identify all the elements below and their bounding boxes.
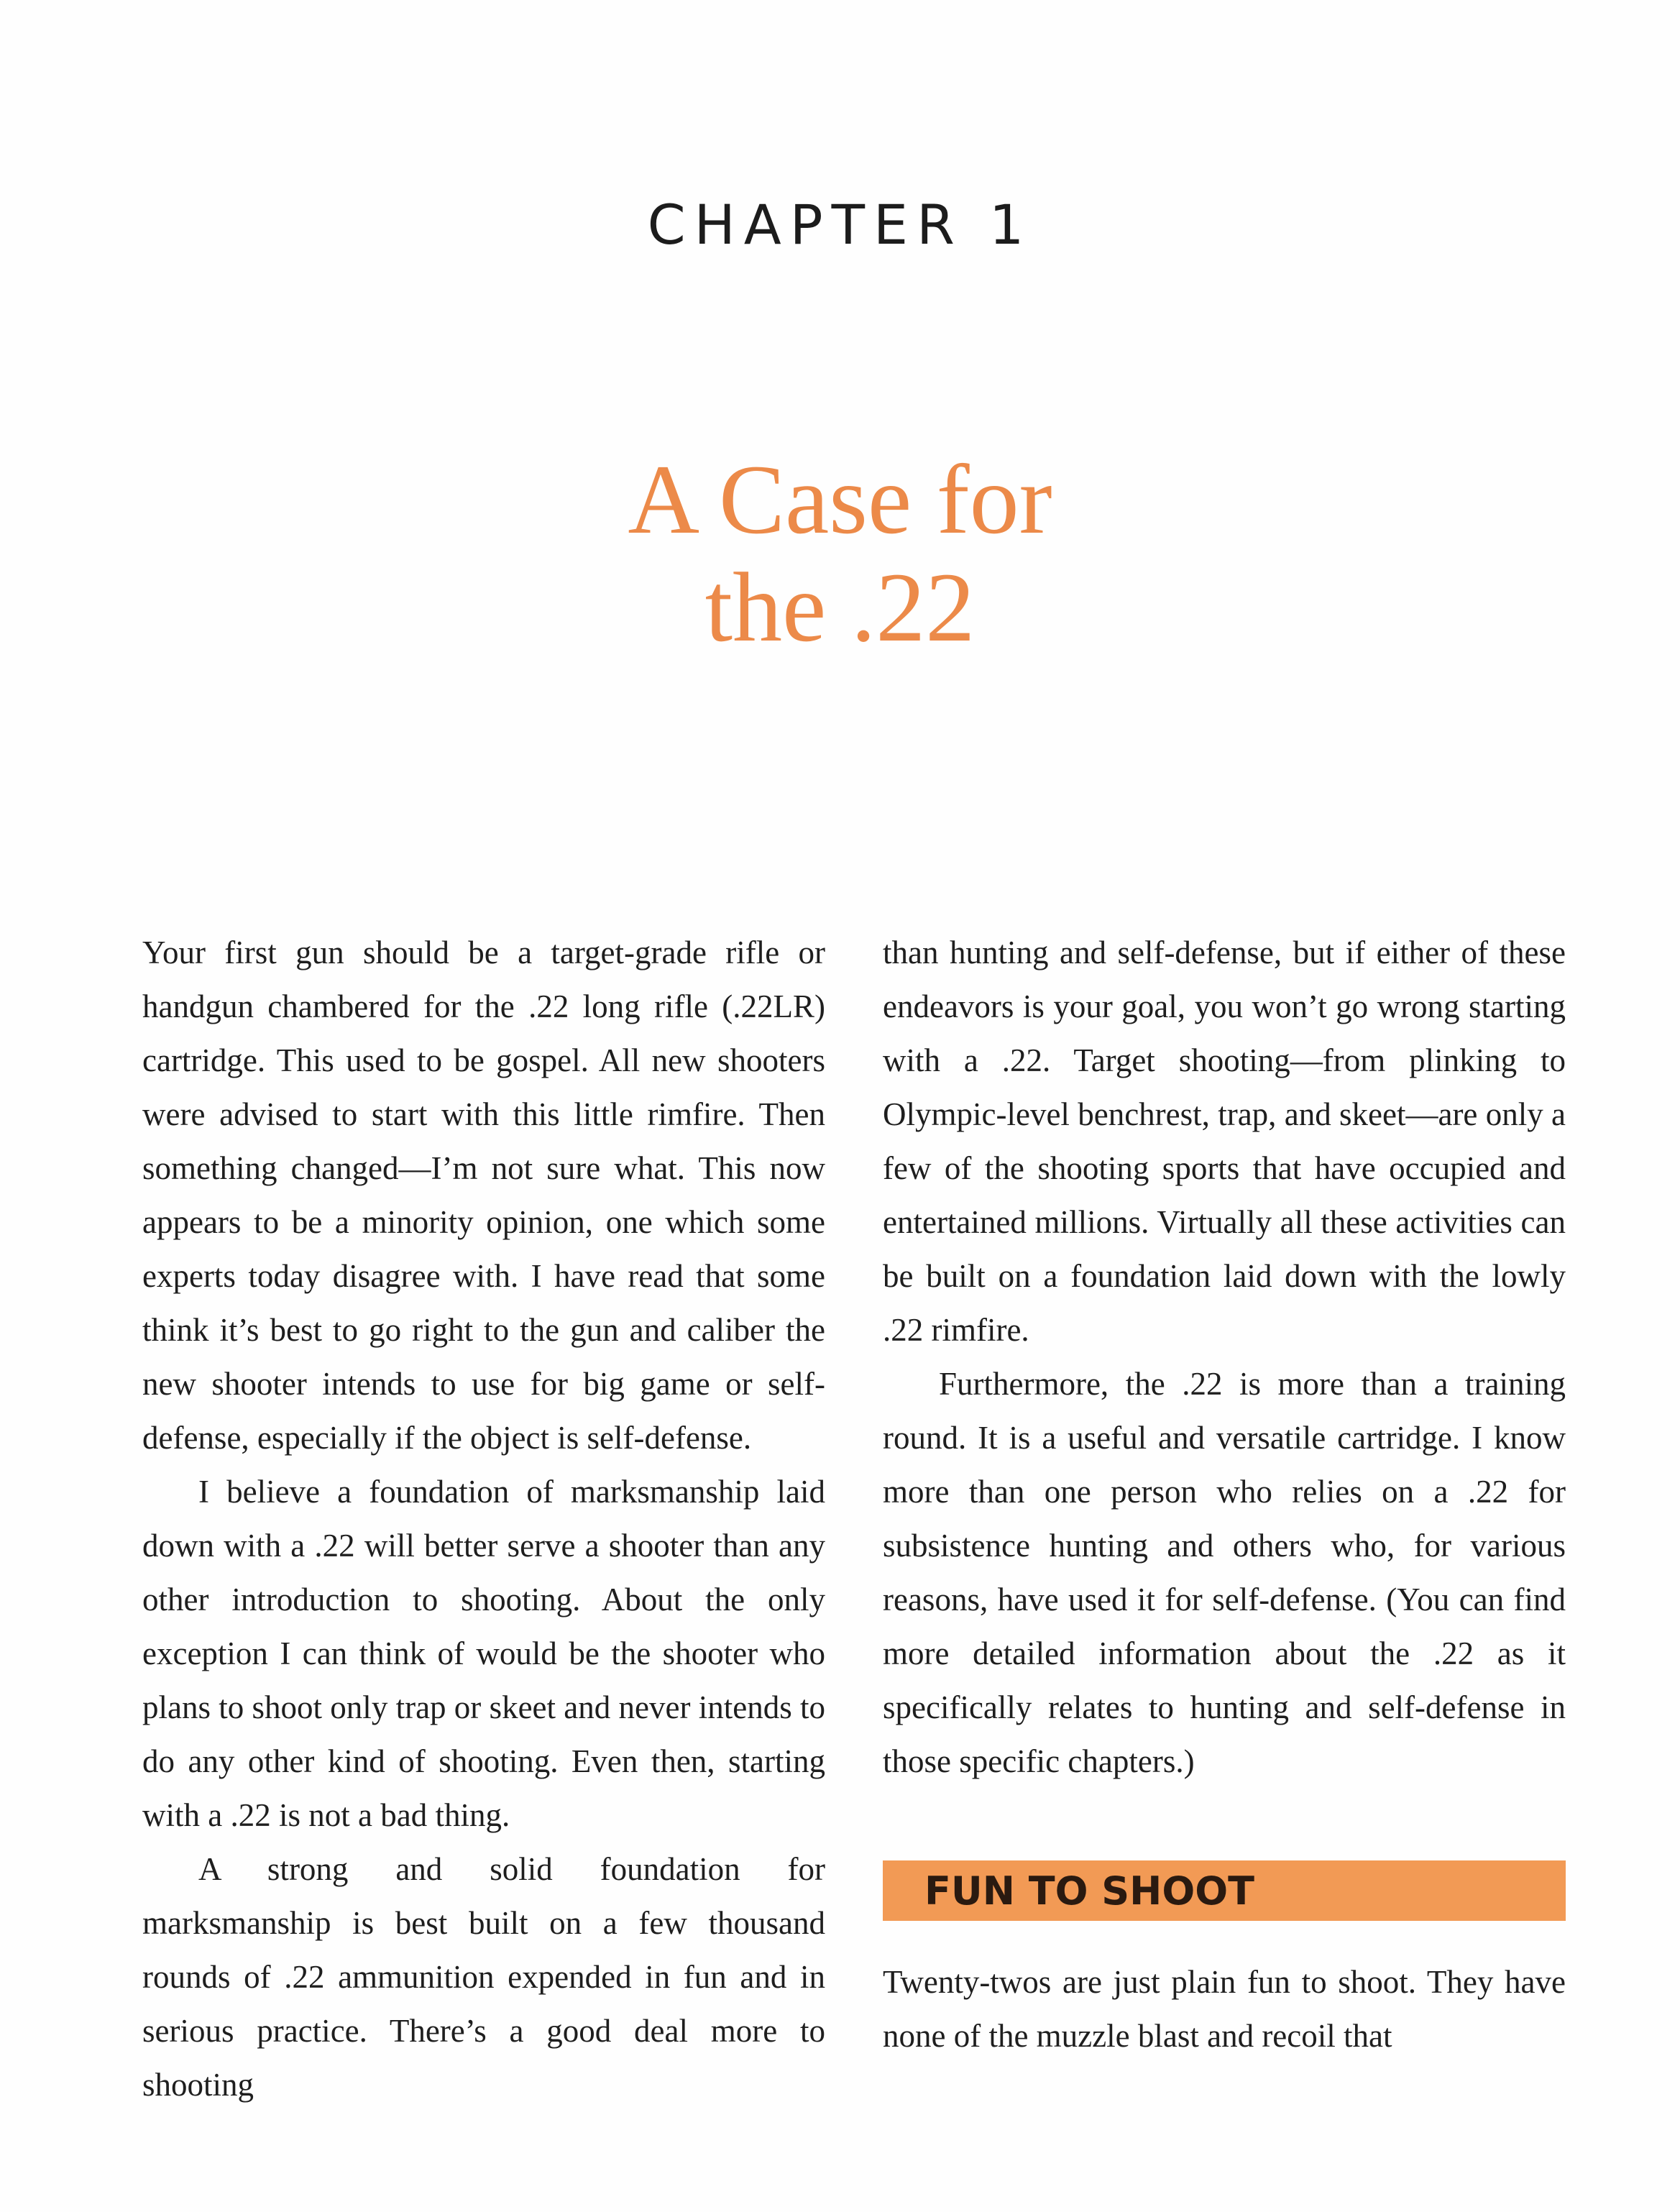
right-column [883,926,1566,2063]
section-heading: FUN TO SHOOT [924,1868,1254,1914]
paragraph: Twenty-twos are just plain fun to shoot. They have none of the muzzle blast and recoil that [883,1964,1566,2054]
paragraph: Your first gun should be a target-grade rifle or handgun chambered for the .22 long rifle (.22LR) cartridge. This used to be gospel. All new shooters were advised to start with this little rimfire. Then something changed—I’m not sure what. This now appears to be a minority opinion, one which some experts today disagree with. I have read that some think it’s best to go right to the gun and caliber the new shooter intends to use for big game or self-defense, especially if the object is self-defense. [142,935,825,1456]
chapter-title [0,446,1680,661]
paragraph: I believe a foundation of marksmanship laid down with a .22 will better serve a shooter than any other introduction to shooting. About the only exception I can think of would be the shooter who plans to shoot only trap or skeet and never intends to do any other kind of shooting. Even then, starting with a .22 is not a bad thing. [142,1474,825,1833]
left-column [142,926,825,2112]
section-heading-bar [883,1860,1566,1921]
chapter-label: CHAPTER 1 [647,193,1033,257]
paragraph: A strong and solid foundation for marksmanship is best built on a few thousand rounds of .22 ammunition expended in fun and in serious practice. There’s a good deal more to shooting [142,1851,825,2103]
chapter-title-line-2: the .22 [704,552,976,662]
chapter-title-line-1: A Case for [628,444,1052,554]
paragraph: Furthermore, the .22 is more than a training round. It is a useful and versatile cartridge. I know more than one person who relies on a .22 for subsistence hunting and others who, for various reasons, have used it for self-defense. (You can find more detailed information about the .22 as it specifically relates to hunting and self-defense in those specific chapters.) [883,1366,1566,1779]
paragraph: than hunting and self-defense, but if either of these endeavors is your goal, you won’t go wrong starting with a .22. Target shooting—from plinking to Olympic-level benchrest, trap, and skeet—are only a few of the shooting sports that have occupied and entertained millions. Virtually all these activities can be built on a foundation laid down with the lowly .22 rimfire. [883,935,1566,1348]
